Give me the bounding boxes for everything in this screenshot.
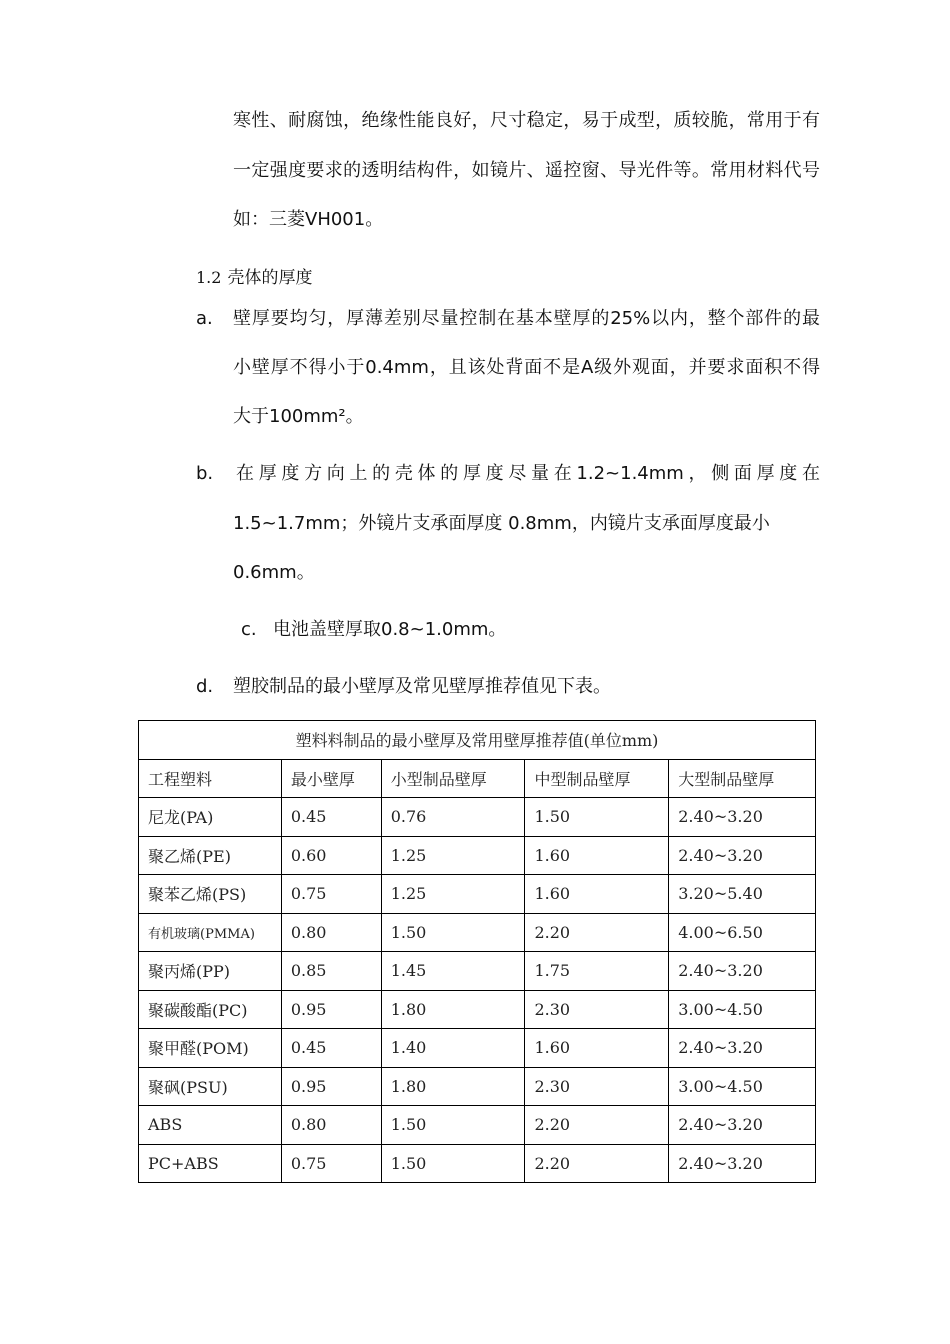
value-cell: 3.20~5.40 (669, 875, 816, 914)
table-header-row (139, 759, 816, 798)
value-cell: 0.76 (381, 798, 525, 837)
value-cell: 2.40~3.20 (669, 836, 816, 875)
item-a-line-2: 小壁厚不得小于0.4mm，且该处背面不是A级外观面，并要求面积不得 (233, 357, 820, 378)
table-row (139, 798, 816, 837)
material-cell: ABS (139, 1106, 282, 1145)
value-cell: 1.45 (381, 952, 525, 991)
value-cell: 1.80 (381, 990, 525, 1029)
header-min-thickness: 最小壁厚 (281, 759, 381, 798)
item-d-text: 塑胶制品的最小壁厚及常见壁厚推荐值见下表。 (233, 676, 611, 697)
value-cell: 3.00~4.50 (669, 1067, 816, 1106)
value-cell: 0.85 (281, 952, 381, 991)
item-a-marker: a. (196, 308, 213, 329)
value-cell: 2.30 (525, 1067, 669, 1106)
value-cell: 3.00~4.50 (669, 990, 816, 1029)
item-b-line-3: 0.6mm。 (233, 562, 315, 583)
material-cell: 聚甲醛(POM) (139, 1029, 282, 1068)
value-cell: 2.40~3.20 (669, 1029, 816, 1068)
header-medium-part: 中型制品壁厚 (525, 759, 669, 798)
value-cell: 1.50 (381, 913, 525, 952)
intro-line-2: 一定强度要求的透明结构件，如镜片、遥控窗、导光件等。常用材料代号 (233, 160, 820, 181)
table-row (139, 990, 816, 1029)
header-small-part: 小型制品壁厚 (381, 759, 525, 798)
material-cell: 聚苯乙烯(PS) (139, 875, 282, 914)
table-row (139, 913, 816, 952)
value-cell: 1.50 (525, 798, 669, 837)
item-a-line-1: a. 壁厚要均匀，厚薄差别尽量控制在基本壁厚的25%以内，整个部件的最 (196, 308, 820, 329)
item-c-text: 电池盖壁厚取0.8~1.0mm。 (273, 619, 507, 640)
material-cell: 有机玻璃(PMMA) (139, 913, 282, 952)
table-row (139, 1106, 816, 1145)
material-cell: PC+ABS (139, 1144, 282, 1183)
value-cell: 4.00~6.50 (669, 913, 816, 952)
item-c (241, 618, 506, 642)
value-cell: 0.75 (281, 875, 381, 914)
header-material: 工程塑料 (139, 759, 282, 798)
item-b-line-2: 1.5~1.7mm；外镜片支承面厚度 0.8mm，内镜片支承面厚度最小 (233, 513, 770, 534)
value-cell: 2.40~3.20 (669, 952, 816, 991)
value-cell: 0.80 (281, 1106, 381, 1145)
section-heading (196, 266, 312, 290)
material-cell: 聚碳酸酯(PC) (139, 990, 282, 1029)
value-cell: 0.75 (281, 1144, 381, 1183)
item-b-line-1: b. 在厚度方向上的壳体的厚度尽量在1.2~1.4mm，侧面厚度在 (196, 463, 820, 484)
value-cell: 0.95 (281, 1067, 381, 1106)
value-cell: 1.50 (381, 1106, 525, 1145)
intro-line-1: 寒性、耐腐蚀，绝缘性能良好，尺寸稳定，易于成型，质较脆，常用于有 (233, 110, 820, 131)
wall-thickness-table (138, 720, 816, 1183)
value-cell: 1.80 (381, 1067, 525, 1106)
value-cell: 0.45 (281, 1029, 381, 1068)
table-row (139, 1067, 816, 1106)
section-title: 壳体的厚度 (227, 268, 313, 288)
value-cell: 2.30 (525, 990, 669, 1029)
value-cell: 1.40 (381, 1029, 525, 1068)
value-cell: 1.60 (525, 836, 669, 875)
table-row (139, 952, 816, 991)
table-row (139, 836, 816, 875)
item-c-marker: c. (241, 619, 257, 640)
value-cell: 1.60 (525, 1029, 669, 1068)
value-cell: 1.60 (525, 875, 669, 914)
value-cell: 1.25 (381, 875, 525, 914)
value-cell: 1.50 (381, 1144, 525, 1183)
value-cell: 0.95 (281, 990, 381, 1029)
material-cell: 尼龙(PA) (139, 798, 282, 837)
value-cell: 0.45 (281, 798, 381, 837)
value-cell: 2.40~3.20 (669, 798, 816, 837)
item-b-marker: b. (196, 463, 214, 484)
material-cell: 聚乙烯(PE) (139, 836, 282, 875)
material-cell: 聚砜(PSU) (139, 1067, 282, 1106)
item-d-marker: d. (196, 676, 214, 697)
value-cell: 2.40~3.20 (669, 1106, 816, 1145)
table-caption-row (139, 721, 816, 760)
value-cell: 0.80 (281, 913, 381, 952)
material-cell: 聚丙烯(PP) (139, 952, 282, 991)
value-cell: 2.20 (525, 913, 669, 952)
table-row (139, 875, 816, 914)
table-caption: 塑料料制品的最小壁厚及常用壁厚推荐值(单位mm) (139, 721, 816, 760)
value-cell: 0.60 (281, 836, 381, 875)
section-number: 1.2 (196, 268, 222, 287)
header-large-part: 大型制品壁厚 (669, 759, 816, 798)
item-d (196, 675, 611, 699)
value-cell: 2.20 (525, 1144, 669, 1183)
intro-line-3: 如：三菱VH001。 (233, 209, 384, 230)
value-cell: 2.40~3.20 (669, 1144, 816, 1183)
table-row (139, 1144, 816, 1183)
value-cell: 1.25 (381, 836, 525, 875)
value-cell: 1.75 (525, 952, 669, 991)
value-cell: 2.20 (525, 1106, 669, 1145)
item-a-line-3: 大于100mm²。 (233, 406, 364, 427)
table-row (139, 1029, 816, 1068)
